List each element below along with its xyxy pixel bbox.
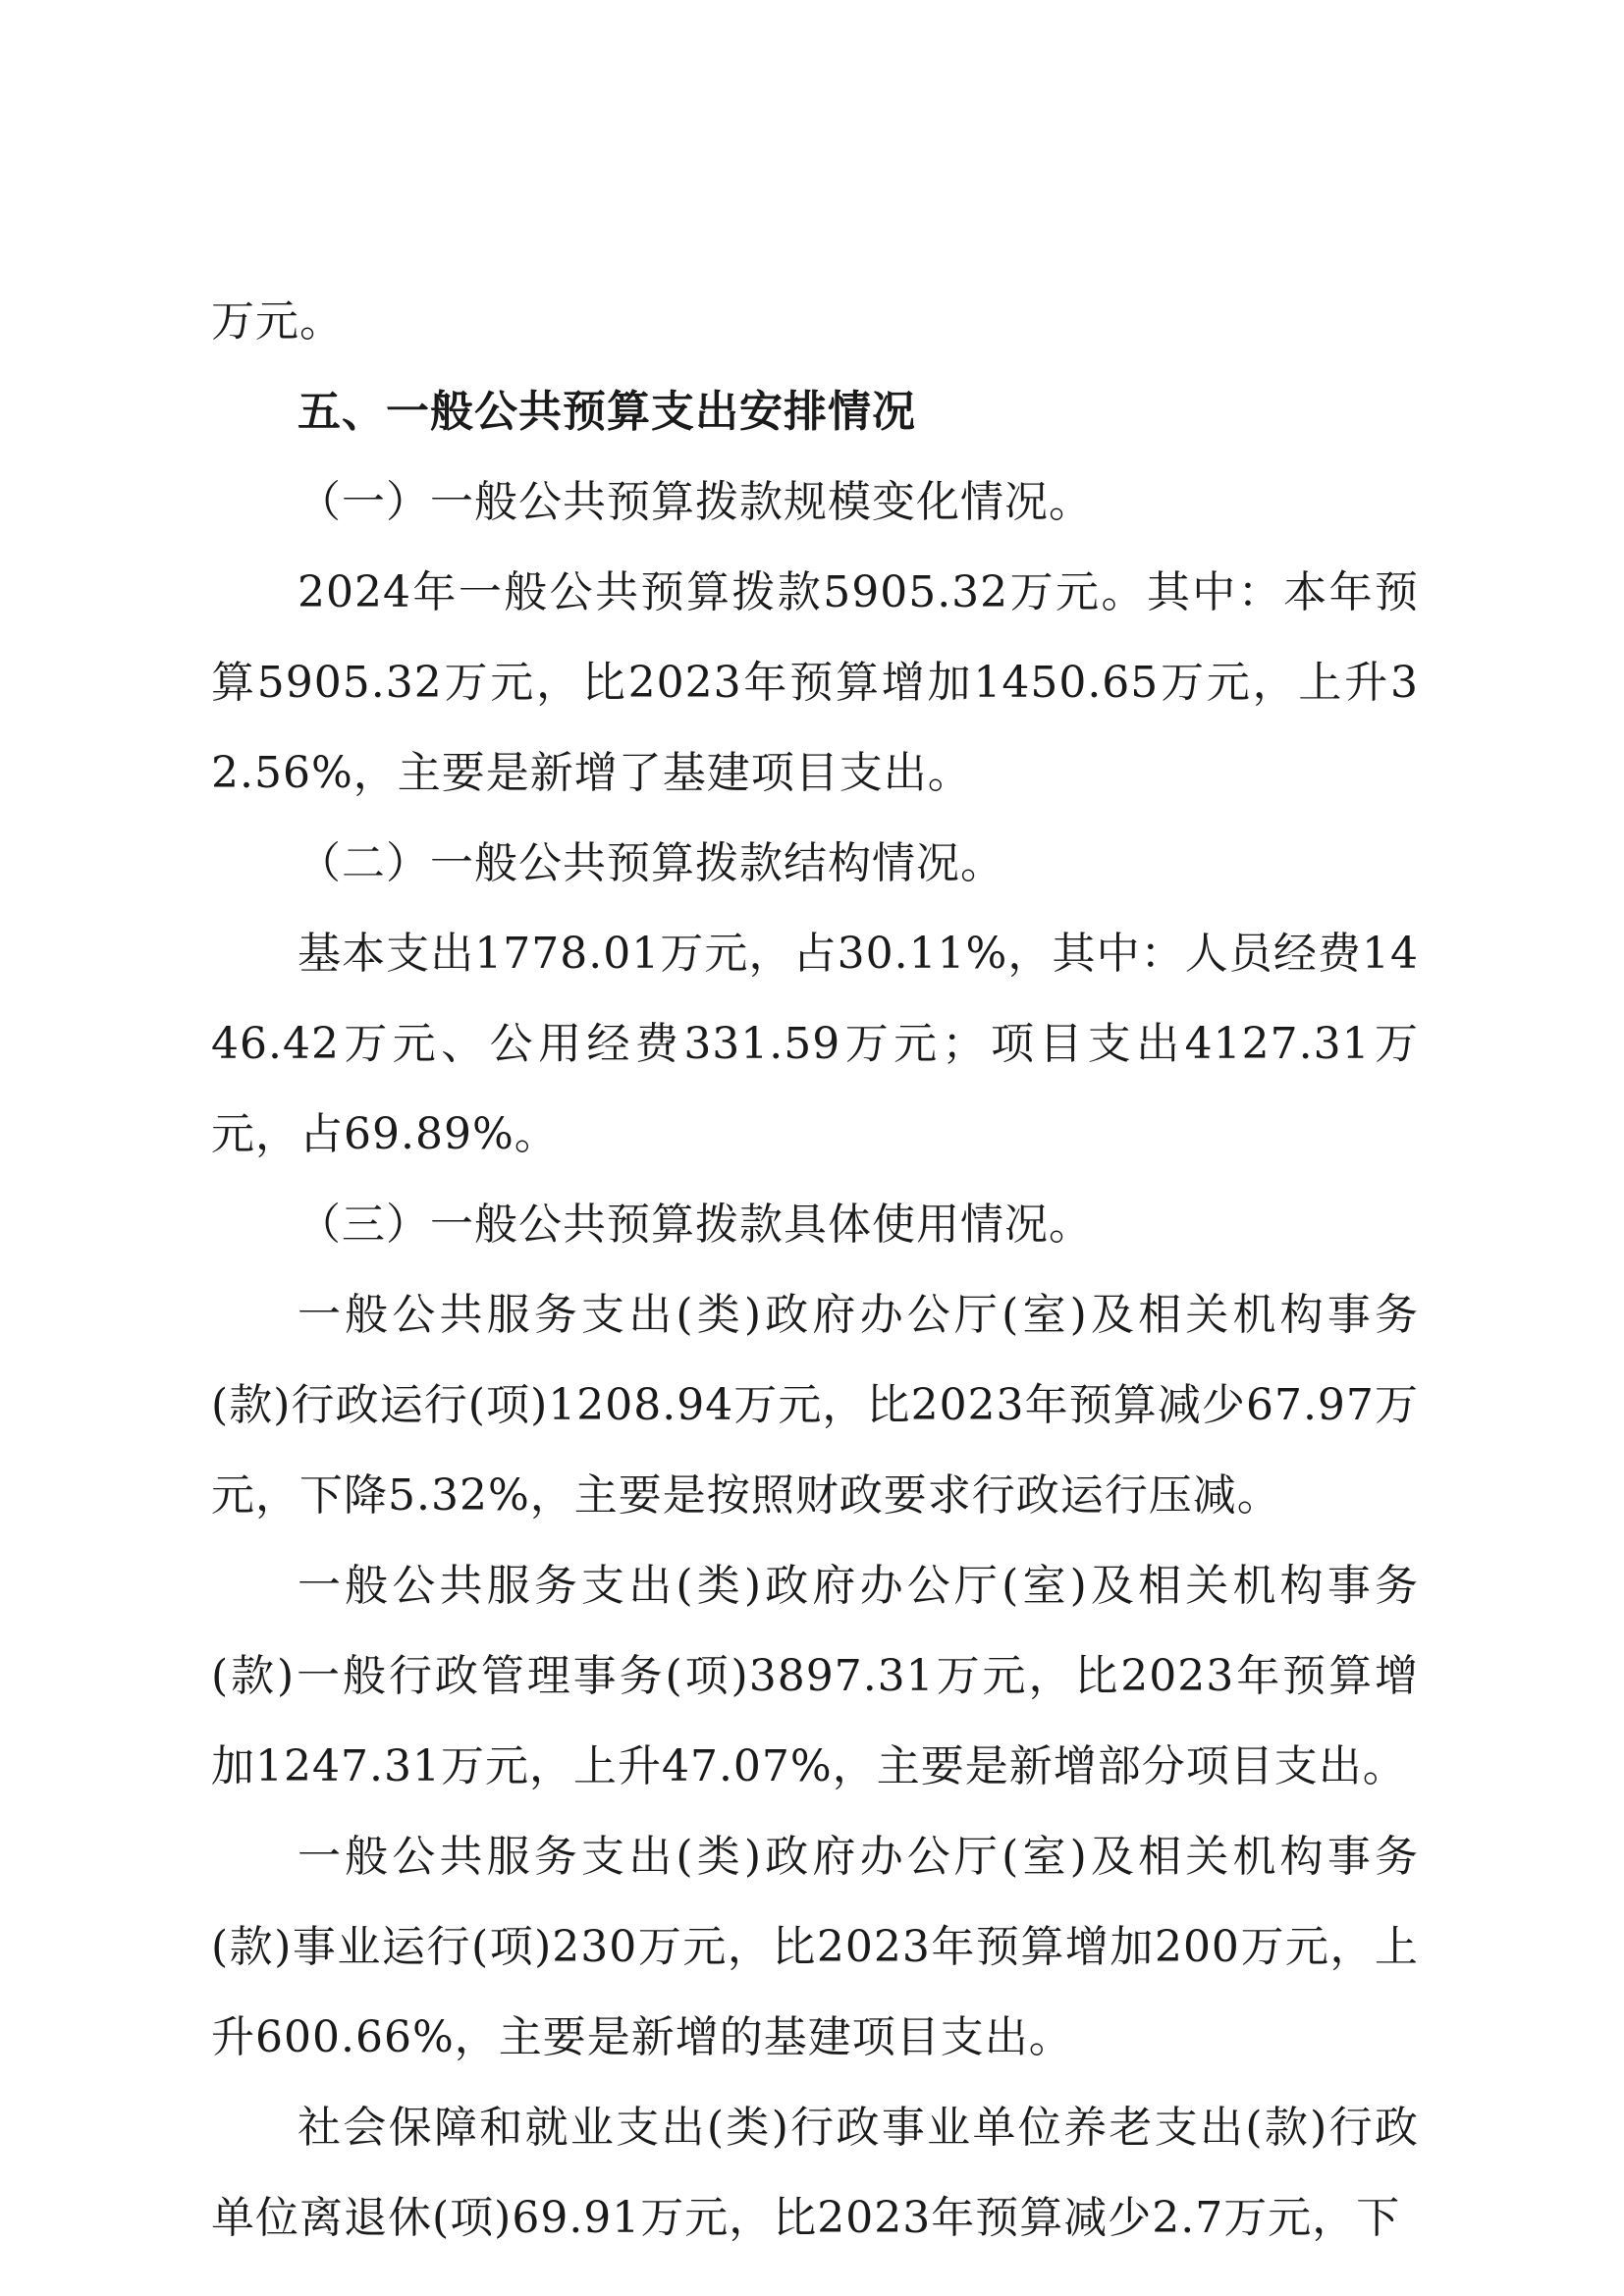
document-body bbox=[211, 277, 1419, 2264]
institution-operation-paragraph: 一般公共服务支出(类)政府办公厅(室)及相关机构事务(款)事业运行(项)230万元，比2023年预算增加200万元，上升600.66%，主要是新增的基建项目支出。 bbox=[211, 1832, 1419, 2062]
general-administration-paragraph: 一般公共服务支出(类)政府办公厅(室)及相关机构事务(款)一般行政管理事务(项)3897.31万元，比2023年预算增加1247.31万元，上升47.07%，主要是新增部分项目支出。 bbox=[211, 1561, 1419, 1791]
section-heading: 五、一般公共预算支出安排情况 bbox=[298, 387, 916, 437]
continuation-text: 万元。 bbox=[211, 296, 344, 347]
administrative-operation-paragraph: 一般公共服务支出(类)政府办公厅(室)及相关机构事务(款)行政运行(项)1208.94万元，比2023年预算减少67.97万元，下降5.32%，主要是按照财政要求行政运行压减。 bbox=[211, 1290, 1419, 1521]
subsection-heading-3: （三）一般公共预算拨款具体使用情况。 bbox=[298, 1200, 1093, 1250]
budget-structure-paragraph: 基本支出1778.01万元，占30.11%，其中：人员经费1446.42万元、公用经费331.59万元；项目支出4127.31万元，占69.89%。 bbox=[211, 929, 1419, 1159]
subsection-heading-2: （二）一般公共预算拨款结构情况。 bbox=[298, 838, 1004, 888]
budget-scale-paragraph: 2024年一般公共预算拨款5905.32万元。其中：本年预算5905.32万元，比2023年预算增加1450.65万元，上升32.56%，主要是新增了基建项目支出。 bbox=[211, 567, 1419, 798]
subsection-heading-1: （一）一般公共预算拨款规模变化情况。 bbox=[298, 477, 1093, 527]
social-security-paragraph: 社会保障和就业支出(类)行政事业单位养老支出(款)行政单位离退休(项)69.91万元，比2023年预算减少2.7万元，下 bbox=[211, 2103, 1419, 2243]
